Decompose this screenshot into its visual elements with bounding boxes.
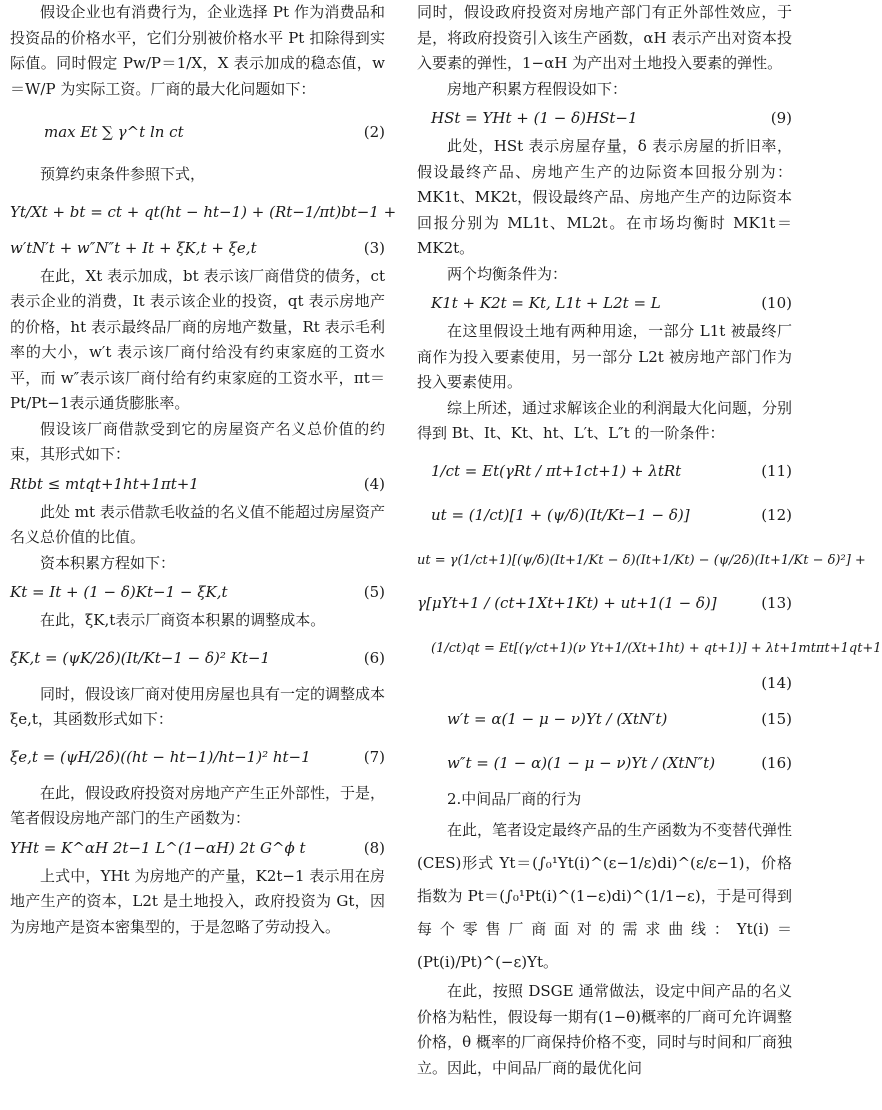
equation-number: (3) bbox=[363, 238, 385, 257]
paragraph: 在此，假设政府投资对房地产产生正外部性，于是，笔者假设房地产部门的生产函数为： bbox=[10, 783, 386, 827]
equation-body: (1/ct)qt = Et[(γ/ct+1)(ν Yt+1/(Xt+1ht) + qt+1)] + λt+1mtπt+1qt+1 bbox=[431, 640, 882, 656]
equation-13-line1 bbox=[417, 539, 866, 579]
equation-body: w″t = (1 − α)(1 − μ − ν)Yt / (XtN″t) bbox=[447, 753, 716, 772]
equation-7 bbox=[10, 737, 385, 777]
equation-number: (7) bbox=[363, 747, 385, 766]
equation-body: ξK,t = (ψK/2δ)(It/Kt−1 − δ)² Kt−1 bbox=[10, 648, 270, 667]
equation-number: (15) bbox=[761, 709, 792, 728]
equation-body: K1t + K2t = Kt, L1t + L2t = L bbox=[431, 294, 661, 312]
section-heading: 2.中间品厂商的行为 bbox=[447, 789, 582, 808]
paragraph: 同时，假设该厂商对使用房屋也具有一定的调整成本 ξe,t，其函数形式如下： bbox=[10, 684, 386, 728]
paragraph: 房地产积累方程假设如下： bbox=[447, 79, 628, 98]
equation-body: ut = (1/ct)[1 + (ψ/δ)(It/Kt−1 − δ)] bbox=[431, 505, 690, 524]
paragraph: 上式中，YHt 为房地产的产量，K2t−1 表示用在房地产生产的资本，L2t 是土地投入，政府投资为 Gt，因为房地产是资本密集型的，于是忽略了劳动投入。 bbox=[10, 866, 385, 936]
equation-4 bbox=[10, 472, 385, 496]
equation-body: ξe,t = (ψH/2δ)((ht − ht−1)/ht−1)² ht−1 bbox=[10, 747, 311, 766]
equation-3-line2 bbox=[10, 236, 385, 260]
equation-5 bbox=[10, 580, 385, 604]
equation-body: 1/ct = Et(γRt / πt+1ct+1) + λtRt bbox=[431, 461, 682, 480]
paragraph: 在这里假设土地有两种用途，一部分 L1t 被最终厂商作为投入要素使用，另一部分 L2t 被房地产部门作为投入要素使用。 bbox=[417, 322, 792, 391]
right-column bbox=[417, 0, 882, 1081]
equation-14 bbox=[417, 627, 882, 667]
equation-number: (13) bbox=[761, 593, 792, 612]
equation-11 bbox=[417, 451, 792, 491]
equation-body: Yt/Xt + bt = ct + qt(ht − ht−1) + (Rt−1/πt)bt−1 + bbox=[10, 202, 397, 221]
equation-3-line1 bbox=[10, 192, 397, 232]
equation-6 bbox=[10, 638, 385, 678]
paragraph: 此处，HSt 表示房屋存量，δ 表示房屋的折旧率，假设最终产品、房地产生产的边际资本回报分别为：MK1t、MK2t，假设最终产品、房地产生产的边际资本回报分别为 ML1t、ML2t。在市场均衡时 MK1t＝MK2t。 bbox=[417, 137, 792, 257]
paragraph: 在此，ξK,t表示厂商资本积累的调整成本。 bbox=[40, 611, 326, 629]
paragraph: 资本积累方程如下： bbox=[40, 553, 176, 572]
paragraph: 假设该厂商借款受到它的房屋资产名义总价值的约束，其形式如下： bbox=[10, 419, 385, 463]
equation-number: (10) bbox=[761, 294, 792, 312]
equation-body: HSt = YHt + (1 − δ)HSt−1 bbox=[431, 109, 638, 127]
equation-body: Kt = It + (1 − δ)Kt−1 − ξK,t bbox=[10, 583, 228, 601]
equation-number: (2) bbox=[363, 123, 385, 141]
equation-number: (12) bbox=[761, 505, 792, 524]
left-column bbox=[10, 0, 397, 940]
equation-body: w′t = α(1 − μ − ν)Yt / (XtN′t) bbox=[447, 709, 668, 728]
equation-body: YHt = K^αH 2t−1 L^(1−αH) 2t G^ϕ t bbox=[10, 838, 306, 857]
equation-body: max Et ∑ γ^t ln ct bbox=[44, 123, 184, 141]
equation-10 bbox=[417, 291, 792, 315]
paragraph: 在此，Xt 表示加成，bt 表示该厂商借贷的债务，ct 表示企业的消费，It 表示该企业的投资，qt 表示房地产的价格，ht 表示最终品厂商的房地产数量，Rt 表示毛利率的大小，w′t 表示该厂商付给没有约束家庭的工资水平，而 w″表示该厂商付给有约束家庭的工资水平，πt＝Pt/Pt−1表示通货膨胀率。 bbox=[10, 266, 385, 412]
equation-number: (14) bbox=[761, 673, 792, 692]
equation-body: γ[μYt+1 / (ct+1Xt+1Kt) + ut+1(1 − δ)] bbox=[417, 593, 717, 612]
equation-number: (11) bbox=[761, 461, 792, 480]
equation-9 bbox=[417, 106, 792, 130]
equation-12 bbox=[417, 495, 792, 535]
equation-13-line2 bbox=[417, 583, 792, 623]
equation-body: ut = γ(1/ct+1)[(ψ/δ)(It+1/Kt − δ)(It+1/Kt) − (ψ/2δ)(It+1/Kt − δ)²] + bbox=[417, 552, 866, 568]
equation-number: (9) bbox=[770, 109, 792, 127]
equation-number: (8) bbox=[363, 838, 385, 857]
paragraph: 在此，按照 DSGE 通常做法，设定中间产品的名义价格为粘性，假设每一期有(1−θ)概率的厂商可允许调整价格，θ 概率的厂商保持价格不变，同时与时间和厂商独立。因此，中间品厂商的最优化问 bbox=[417, 982, 792, 1077]
paragraph: 预算约束条件参照下式， bbox=[40, 165, 206, 183]
paragraph: 此处 mt 表示借款毛收益的名义值不能超过房屋资产名义总价值的比值。 bbox=[10, 502, 385, 546]
equation-16 bbox=[417, 743, 792, 783]
equation-number: (5) bbox=[363, 583, 385, 601]
paragraph: 两个均衡条件为： bbox=[447, 264, 568, 283]
paragraph: 综上所述，通过求解该企业的利润最大化问题，分别得到 Bt、It、Kt、ht、L′t、L″t 的一阶条件： bbox=[417, 398, 793, 442]
paragraph: 同时，假设政府投资对房地产部门有正外部性效应，于是，将政府投资引入该生产函数，αH 表示产出对资本投入要素的弹性，1−αH 为产出对土地投入要素的弹性。 bbox=[417, 3, 792, 72]
equation-number: (16) bbox=[761, 753, 792, 772]
equation-15 bbox=[417, 699, 792, 739]
equation-8 bbox=[10, 836, 385, 860]
equation-body: Rtbt ≤ mtqt+1ht+1πt+1 bbox=[10, 474, 199, 493]
equation-body: w′tN′t + w″N″t + It + ξK,t + ξe,t bbox=[10, 238, 257, 257]
equation-number: (6) bbox=[363, 648, 385, 667]
paragraph: 假设企业也有消费行为，企业选择 Pt 作为消费品和投资品的价格水平，它们分别被价格水平 Pt 扣除得到实际值。同时假定 Pw/P＝1/X，X 表示加成的稳态值，w＝W/P 为实际工资。厂商的最大化问题如下： bbox=[10, 3, 385, 98]
equation-2 bbox=[10, 106, 385, 158]
equation-number: (4) bbox=[363, 474, 385, 493]
paragraph: 在此，笔者设定最终产品的生产函数为不变替代弹性(CES)形式 Yt＝(∫₀¹Yt(i)^(ε−1/ε)di)^(ε/ε−1)，价格指数为 Pt＝(∫₀¹Pt(i)^(1−ε)di)^(1/1−ε)，于是可得到每个零售厂商面对的需求曲线：Yt(i)＝(Pt(i)/Pt)^(−ε)Yt。 bbox=[417, 821, 793, 971]
